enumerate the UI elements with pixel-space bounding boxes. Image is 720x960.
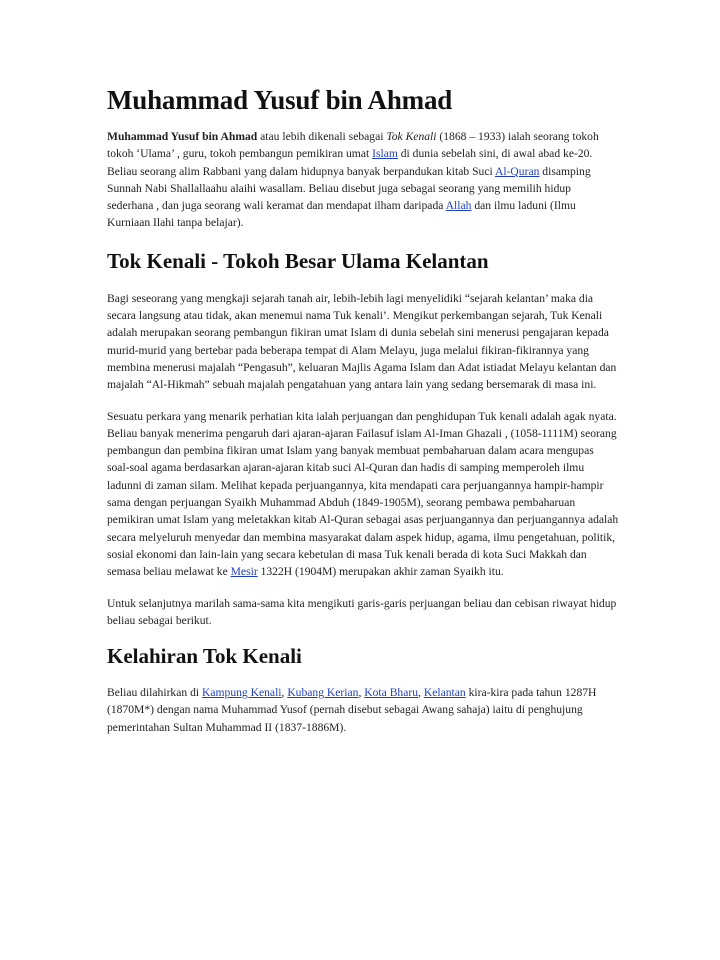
birth-text-2: kira-kira pada tahun 1287H (1870M*) dengan nama Muhammad Yusof (pernah disebut sebagai Awang sahaja) iaitu di penghujung pemerintahan Sultan Muhammad II (1837-1886M). (107, 686, 597, 734)
birth-text-1: Beliau dilahirkan di (107, 686, 202, 700)
link-kampung-kenali[interactable]: Kampung Kenali (201, 686, 282, 700)
intro-text-5: dan ilmu laduni (Ilmu Kurniaan Ilahi tanpa belajar). (107, 199, 576, 230)
intro-text-1: atau lebih dikenali sebagai (257, 130, 387, 143)
section2-paragraph (107, 684, 619, 736)
link-al-quran[interactable]: Al-Quran (494, 164, 540, 178)
intro-text-3: di dunia sebelah sini, di awal abad ke-20. Beliau seorang alim Rabbani yang dalam hidupnya banyak berpandukan kitab Suci (107, 147, 593, 178)
separator-3: , (418, 686, 424, 700)
separator-1: , (281, 686, 288, 700)
intro-text-2: (1868 – 1933) ialah seorang tokoh tokoh ‘Ulama’ , guru, tokoh pembangun pemikiran umat (107, 130, 599, 161)
link-allah[interactable]: Allah (445, 199, 472, 213)
subject-name: Muhammad Yusuf bin Ahmad (107, 130, 258, 143)
intro-paragraph (107, 128, 619, 232)
section1-paragraph-1: Bagi seseorang yang mengkaji sejarah tanah air, lebih-lebih lagi menyelidiki “sejarah kelantan’ maka dia secara langsung atau tidak, akan menemui nama Tuk kenali’. Mengikut perkembangan sejarah, Tuk Kenali adalah merupakan seorang pembangun fikiran umat Islam di dunia sebelah sini menerusi pengajaran kepada murid-murid yang bertebar pada beberapa tempat di Alam Melayu, juga melalui fikiran-fikirannya yang membina menerusi majalah “Pengasuh”, keluaran Majlis Agama Islam dan Adat istiadat Melayu kelantan dan majalah “Al-Hikmah” sebuah majalah pengatahuan yang antara lain yang sedang bersemarak di masa ini. (107, 291, 617, 392)
link-kota-bharu[interactable]: Kota Bharu (364, 686, 419, 700)
intro-text-4: disamping Sunnah Nabi Shallallaahu alaihi wasallam. Beliau disebut juga sebagai seorang yang memilih hidup sederhana , dan juga seorang wali keramat dan mendapat ilham daripada (107, 164, 591, 213)
section1-paragraph-3: Untuk selanjutnya marilah sama-sama kita mengikuti garis-garis perjuangan beliau dan cebisan riwayat hidup beliau sebagai berikut. (107, 596, 617, 627)
link-kelantan[interactable]: Kelantan (423, 686, 466, 700)
link-kubang-kerian[interactable]: Kubang Kerian (287, 686, 359, 700)
separator-2: , (358, 686, 365, 700)
link-mesir[interactable]: Mesir (230, 565, 258, 579)
document-page (107, 84, 619, 750)
link-islam[interactable]: Islam (372, 147, 398, 161)
section-heading-tok-kenali: Tok Kenali - Tokoh Besar Ulama Kelantan (107, 248, 489, 273)
section-heading-kelahiran: Kelahiran Tok Kenali (107, 644, 302, 669)
para2-text-a: Sesuatu perkara yang menarik perhatian kita ialah perjuangan dan penghidupan Tuk kenali adalah agak nyata. Beliau banyak menerima pengaruh dari ajaran-ajaran Failasuf islam Al-Iman Ghazali , (1058-1111M) seorang pembangun dan pembina fikiran umat Islam yang banyak membuat pembaharuan dalam acara mengupas soal-soal agama berdasarkan ajaran-ajaran kitab suci Al-Quran dan hadis di samping memperoleh ilmu ladunni di zaman silam. Melihat kepada perjuangannya, kita mendapati cara perjuangannya hampir-hampir sama dengan perjuangan Syaikh Muhammad Abduh (1849-1905M), seorang pembawa pembaharuan pemikiran umat Islam yang meletakkan kitab Al-Quran sebagai asas perjuangannya dan perjuangannya adalah secara melyeluruh menyedar dan membina masyarakat dalam aspek hidup, agama, ilmu pengetahuan, politik, sosial ekonomi dan lain-lain yang secara kebetulan di masa Tuk kenali berada di kota Suci Makkah dan semasa beliau melawat ke (107, 409, 619, 579)
section1-paragraph-2 (107, 408, 619, 581)
page-title: Muhammad Yusuf bin Ahmad (107, 85, 453, 115)
para2-text-b: 1322H (1904M) merupakan akhir zaman Syaikh itu. (257, 565, 504, 579)
subject-alias: Tok Kenali (386, 130, 437, 143)
